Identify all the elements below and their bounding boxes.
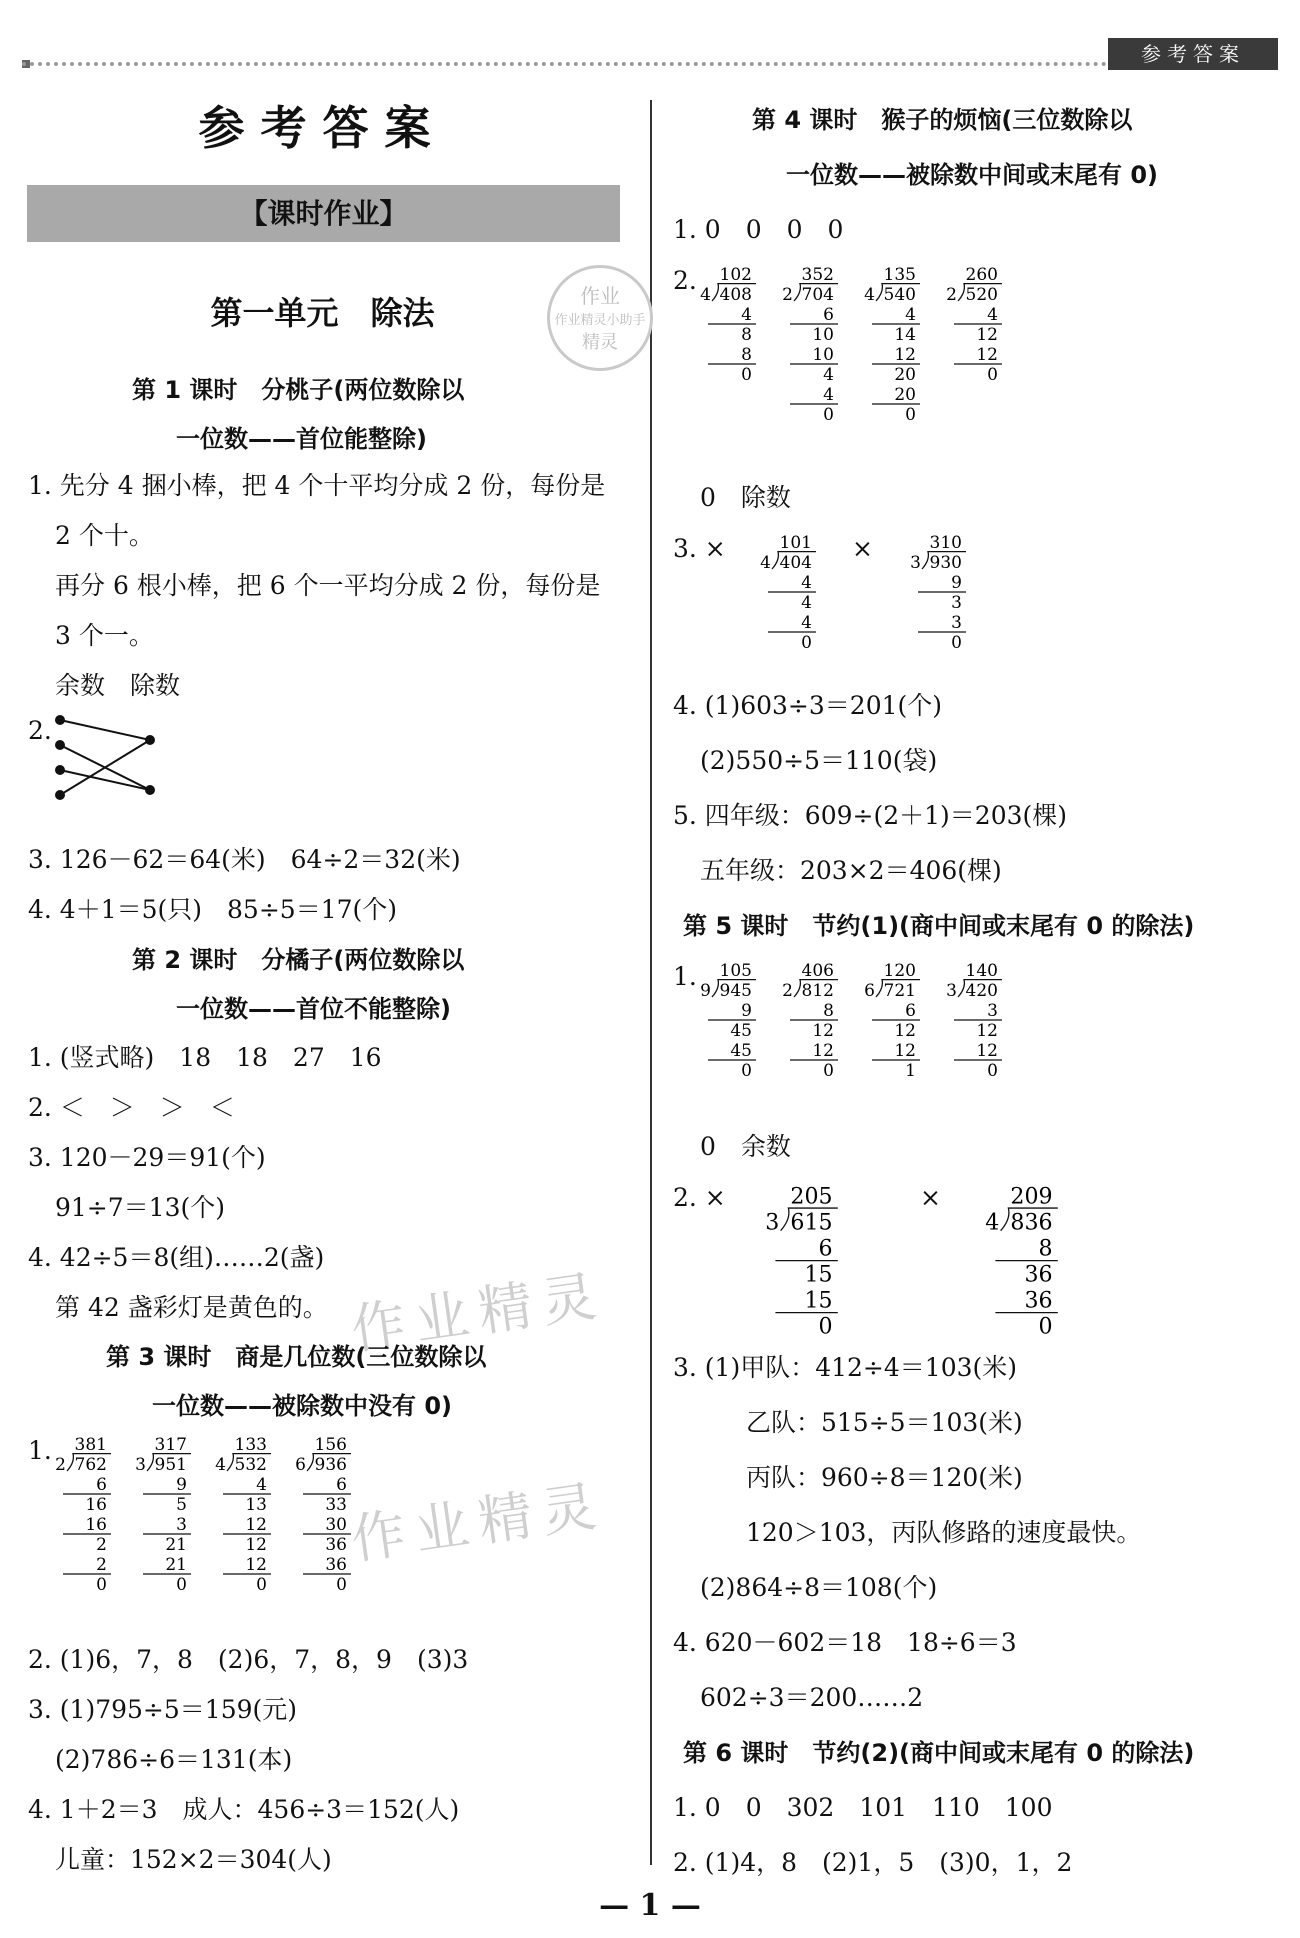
answer-line: 再分 6 根小棒，把 6 个一平均分成 2 份，每份是	[55, 571, 601, 600]
long-division	[55, 1435, 111, 1595]
division-step: 0	[823, 1061, 834, 1081]
divisor: 4	[864, 285, 875, 305]
quotient: 140	[965, 961, 998, 981]
divisor: 6	[295, 1455, 306, 1475]
answer-line: 1.	[28, 1436, 52, 1465]
division-step: 16	[85, 1495, 107, 1515]
dividend: 404	[779, 553, 812, 573]
divisor: 4	[215, 1455, 226, 1475]
lesson-4-subtitle: 一位数——被除数中间或末尾有 0)	[786, 161, 1159, 189]
stamp-top: 作业	[580, 284, 620, 308]
division-step: 12	[976, 1041, 998, 1061]
division-step: 8	[741, 345, 752, 365]
stamp-bottom: 精灵	[582, 332, 618, 353]
answer-line: 2. (1)6，7，8 (2)6，7，8，9 (3)3	[28, 1645, 469, 1674]
dividend: 721	[883, 981, 916, 1001]
dividend: 951	[154, 1455, 187, 1475]
division-step: 0	[818, 1313, 833, 1340]
lesson-5-title: 第 5 课时 节约(1)(商中间或末尾有 0 的除法)	[683, 912, 1195, 940]
division-step: 0	[1038, 1313, 1053, 1340]
quotient: 120	[883, 961, 916, 981]
quotient: 310	[929, 533, 962, 553]
quotient: 156	[314, 1435, 347, 1455]
answer-line: 1. 先分 4 捆小棒，把 4 个十平均分成 2 份，每份是	[28, 471, 606, 500]
division-step: 4	[741, 305, 752, 325]
division-step: 8	[741, 325, 752, 345]
lesson-1-title: 第 1 课时 分桃子(两位数除以	[132, 376, 465, 404]
lesson-4-title: 第 4 课时 猴子的烦恼(三位数除以	[752, 106, 1133, 134]
long-division-group	[55, 1432, 365, 1604]
answer-mark: ×	[920, 1183, 941, 1212]
answer-line: 4. 42÷5＝8(组)……2(盏)	[28, 1243, 325, 1272]
division-step: 4	[823, 365, 834, 385]
lesson-3-subtitle: 一位数——被除数中没有 0)	[152, 1392, 453, 1420]
division-step: 16	[85, 1515, 107, 1535]
long-division	[782, 265, 838, 425]
division-step: 0	[256, 1575, 267, 1595]
answer-line: 602÷3＝200……2	[700, 1683, 924, 1712]
answer-line: 儿童：152×2＝304(人)	[55, 1845, 332, 1874]
divisor: 6	[864, 981, 875, 1001]
unit-title: 第一单元 除法	[210, 294, 435, 332]
division-step: 4	[801, 573, 812, 593]
dividend: 520	[965, 285, 998, 305]
long-division	[765, 1183, 838, 1339]
quotient: 209	[1010, 1183, 1053, 1210]
answer-line: 5. 四年级：609÷(2＋1)＝203(棵)	[673, 801, 1068, 830]
division-step: 12	[976, 345, 998, 365]
lesson-1-subtitle: 一位数——首位能整除)	[176, 425, 427, 453]
answer-line: 1. (竖式略) 18 18 27 16	[28, 1043, 382, 1072]
answer-line: 91÷7＝13(个)	[55, 1193, 225, 1222]
divisor: 2	[946, 285, 957, 305]
answer-line: 丙队：960÷8＝120(米)	[746, 1463, 1023, 1492]
division-step: 6	[818, 1235, 833, 1262]
long-division	[135, 1435, 191, 1595]
long-division	[700, 961, 756, 1081]
dividend: 762	[74, 1455, 107, 1475]
answer-line: 3. ×	[673, 534, 726, 563]
stamp-mid: 作业精灵小助手	[554, 313, 646, 328]
division-step: 21	[165, 1535, 187, 1555]
division-step: 6	[96, 1475, 107, 1495]
dividend: 812	[801, 981, 834, 1001]
answer-line: 3. (1)甲队：412÷4＝103(米)	[673, 1353, 1018, 1382]
division-step: 4	[905, 305, 916, 325]
division-step: 6	[336, 1475, 347, 1495]
long-division	[864, 961, 920, 1081]
division-step: 12	[812, 1021, 834, 1041]
divisor: 2	[782, 981, 793, 1001]
dividend: 615	[790, 1209, 833, 1236]
quotient: 133	[234, 1435, 267, 1455]
division-step: 33	[325, 1495, 347, 1515]
division-step: 1	[905, 1061, 916, 1081]
division-step: 3	[987, 1001, 998, 1021]
answer-line: 乙队：515÷5＝103(米)	[746, 1408, 1023, 1437]
dividend: 420	[965, 981, 998, 1001]
division-step: 45	[730, 1041, 752, 1061]
division-step: 6	[905, 1001, 916, 1021]
division-step: 0	[951, 633, 962, 653]
answer-line: 3 个一。	[55, 621, 154, 650]
column-divider	[650, 100, 652, 1865]
answer-line: (2)786÷6＝131(本)	[55, 1745, 293, 1774]
answer-line: 4. 620－602＝18 18÷6＝3	[673, 1628, 1017, 1657]
division-step: 12	[976, 1021, 998, 1041]
division-svg	[55, 1432, 365, 1600]
long-division	[910, 533, 966, 653]
dividend: 532	[234, 1455, 267, 1475]
dividend: 930	[929, 553, 962, 573]
division-step: 3	[951, 593, 962, 613]
division-step: 2	[96, 1555, 107, 1575]
dividend: 408	[719, 285, 752, 305]
answer-line: 2. ×	[673, 1183, 726, 1212]
division-svg	[700, 958, 1016, 1086]
division-step: 12	[245, 1535, 267, 1555]
quotient: 381	[74, 1435, 107, 1455]
answer-line: 2.	[673, 266, 697, 295]
lesson-2-subtitle: 一位数——首位不能整除)	[176, 995, 451, 1023]
division-step: 0	[987, 365, 998, 385]
division-step: 0	[905, 405, 916, 425]
divisor: 2	[55, 1455, 66, 1475]
answer-mark: ×	[852, 534, 873, 563]
long-division	[782, 961, 838, 1081]
answer-line: 0 余数	[700, 1132, 791, 1161]
division-step: 4	[823, 385, 834, 405]
division-svg	[700, 262, 1016, 430]
division-step: 20	[894, 365, 916, 385]
division-step: 2	[96, 1535, 107, 1555]
division-step: 36	[325, 1535, 347, 1555]
answer-line: 余数 除数	[55, 671, 181, 700]
division-step: 36	[325, 1555, 347, 1575]
division-step: 20	[894, 385, 916, 405]
answer-line: (2)550÷5＝110(袋)	[700, 746, 938, 775]
division-step: 45	[730, 1021, 752, 1041]
division-step: 12	[894, 345, 916, 365]
answer-line: 4. (1)603÷3＝201(个)	[673, 691, 943, 720]
answer-line: 3. 120－29＝91(个)	[28, 1143, 266, 1172]
long-division	[760, 533, 816, 653]
answer-line: 2 个十。	[55, 521, 154, 550]
division-step: 4	[801, 613, 812, 633]
division-step: 8	[1038, 1235, 1053, 1262]
division-step: 12	[894, 1041, 916, 1061]
divisor: 3	[910, 553, 921, 573]
divisor: 4	[760, 553, 771, 573]
header-dotted-rule	[22, 62, 1107, 66]
dividend: 836	[1010, 1209, 1053, 1236]
answer-line: 3. 126－62＝64(米) 64÷2＝32(米)	[28, 845, 461, 874]
long-division	[215, 1435, 271, 1595]
lesson-6-title: 第 6 课时 节约(2)(商中间或末尾有 0 的除法)	[683, 1739, 1195, 1767]
section-band: 【课时作业】	[27, 185, 620, 242]
answer-line: 4. 1＋2＝3 成人：456÷3＝152(人)	[28, 1795, 460, 1824]
division-step: 5	[176, 1495, 187, 1515]
quotient: 102	[719, 265, 752, 285]
page-number: — 1 —	[599, 1888, 701, 1923]
division-step: 0	[336, 1575, 347, 1595]
division-step: 12	[245, 1555, 267, 1575]
division-step: 0	[823, 405, 834, 425]
watermark-text: 作业精灵	[347, 1263, 610, 1362]
dividend: 540	[883, 285, 916, 305]
division-step: 0	[987, 1061, 998, 1081]
quotient: 352	[801, 265, 834, 285]
division-step: 21	[165, 1555, 187, 1575]
watermark-text: 作业精灵	[347, 1473, 610, 1572]
page-title: 参考答案	[198, 101, 447, 155]
division-step: 4	[256, 1475, 267, 1495]
long-division-group	[700, 262, 1016, 434]
dividend: 945	[719, 981, 752, 1001]
division-step: 0	[741, 365, 752, 385]
division-step: 14	[894, 325, 916, 345]
division-step: 10	[812, 325, 834, 345]
division-step: 12	[894, 1021, 916, 1041]
division-step: 12	[812, 1041, 834, 1061]
division-step: 4	[987, 305, 998, 325]
division-step: 9	[176, 1475, 187, 1495]
divisor: 4	[700, 285, 711, 305]
dividend: 704	[801, 285, 834, 305]
long-division	[295, 1435, 351, 1595]
division-step: 3	[176, 1515, 187, 1535]
quotient: 105	[719, 961, 752, 981]
divisor: 2	[782, 285, 793, 305]
answer-line: 0 除数	[700, 483, 791, 512]
division-step: 0	[801, 633, 812, 653]
answer-line: 第 42 盏彩灯是黄色的。	[55, 1293, 328, 1322]
division-step: 15	[804, 1287, 833, 1314]
long-division-group	[700, 958, 1016, 1090]
divisor: 9	[700, 981, 711, 1001]
lesson-3-title: 第 3 课时 商是几位数(三位数除以	[106, 1343, 487, 1371]
division-step: 9	[741, 1001, 752, 1021]
division-step: 36	[1024, 1261, 1053, 1288]
answer-line: 2. ＜ ＞ ＞ ＜	[28, 1093, 235, 1122]
divisor: 4	[985, 1209, 1000, 1236]
division-step: 0	[96, 1575, 107, 1595]
division-step: 9	[951, 573, 962, 593]
divisor: 3	[135, 1455, 146, 1475]
answer-line: 2.	[28, 716, 52, 745]
divisor: 3	[765, 1209, 780, 1236]
dividend: 936	[314, 1455, 347, 1475]
division-step: 10	[812, 345, 834, 365]
division-step: 3	[951, 613, 962, 633]
answer-line: 1. 0 0 0 0	[673, 215, 844, 244]
division-step: 30	[325, 1515, 347, 1535]
division-step: 6	[823, 305, 834, 325]
division-step: 13	[245, 1495, 267, 1515]
quotient: 205	[790, 1183, 833, 1210]
division-step: 36	[1024, 1287, 1053, 1314]
answer-line: 4. 4＋1＝5(只) 85÷5＝17(个)	[28, 895, 398, 924]
long-division	[946, 961, 1002, 1081]
division-step: 8	[823, 1001, 834, 1021]
answer-line: 120＞103，丙队修路的速度最快。	[746, 1518, 1142, 1547]
long-division	[700, 265, 756, 385]
long-division	[864, 265, 920, 425]
header-tab: 参考答案	[1108, 38, 1278, 70]
lesson-2-title: 第 2 课时 分橘子(两位数除以	[132, 946, 465, 974]
answer-line: 1.	[673, 962, 697, 991]
quotient: 135	[883, 265, 916, 285]
quotient: 101	[779, 533, 812, 553]
quotient: 317	[154, 1435, 187, 1455]
matching-diagram	[50, 710, 160, 820]
long-division	[946, 265, 1002, 385]
answer-line: 五年级：203×2＝406(棵)	[700, 856, 1002, 885]
quotient: 406	[801, 961, 834, 981]
answer-line: 3. (1)795÷5＝159(元)	[28, 1695, 298, 1724]
division-step: 0	[741, 1061, 752, 1081]
division-step: 0	[176, 1575, 187, 1595]
division-step: 4	[801, 593, 812, 613]
answer-line: 2. (1)4，8 (2)1，5 (3)0，1，2	[673, 1848, 1073, 1877]
long-division	[985, 1183, 1058, 1339]
division-step: 15	[804, 1261, 833, 1288]
quotient: 260	[965, 265, 998, 285]
division-step: 12	[976, 325, 998, 345]
answer-line: 1. 0 0 302 101 110 100	[673, 1793, 1053, 1822]
answer-line: (2)864÷8＝108(个)	[700, 1573, 938, 1602]
division-step: 12	[245, 1515, 267, 1535]
divisor: 3	[946, 981, 957, 1001]
